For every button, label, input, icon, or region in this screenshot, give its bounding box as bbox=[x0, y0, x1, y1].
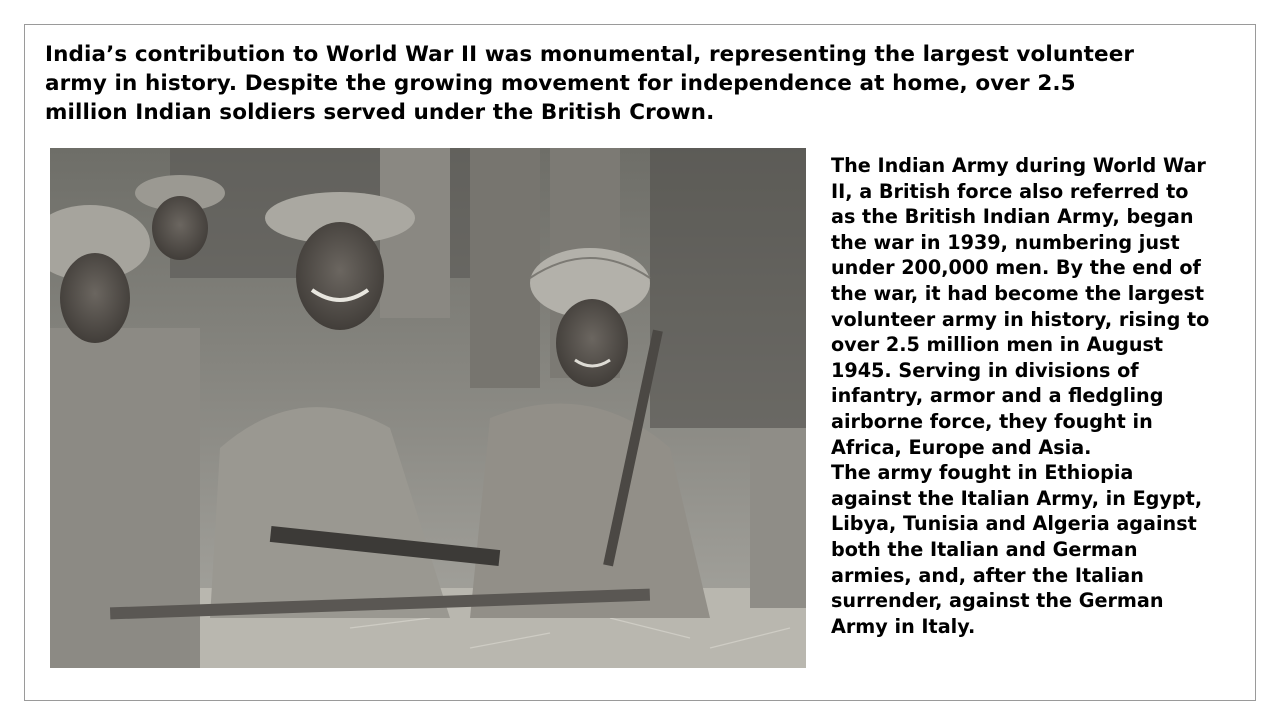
body-line: over 2.5 million men in August bbox=[831, 333, 1164, 357]
body-line: under 200,000 men. By the end of bbox=[831, 256, 1201, 280]
body-line: against the Italian Army, in Egypt, bbox=[831, 486, 1203, 510]
body-line: II, a British force also referred to bbox=[831, 179, 1189, 203]
body-line: The army fought in Ethiopia bbox=[831, 461, 1134, 485]
intro-paragraph bbox=[45, 40, 1235, 127]
body-line: surrender, against the German bbox=[831, 589, 1164, 613]
body-line: the war in 1939, numbering just bbox=[831, 230, 1180, 254]
soldiers-photo bbox=[50, 148, 806, 668]
body-line: both the Italian and German bbox=[831, 537, 1138, 561]
body-line: The Indian Army during World War bbox=[831, 154, 1206, 177]
body-line: Africa, Europe and Asia. bbox=[831, 435, 1092, 459]
body-line: airborne force, they fought in bbox=[831, 409, 1153, 433]
body-line: armies, and, after the Italian bbox=[831, 563, 1144, 587]
intro-line: army in history. Despite the growing movement for independence at home, over 2.5 bbox=[45, 71, 1076, 96]
intro-line: million Indian soldiers served under the British Crown. bbox=[45, 100, 715, 125]
body-line: infantry, armor and a fledgling bbox=[831, 384, 1164, 408]
body-line: Libya, Tunisia and Algeria against bbox=[831, 512, 1197, 536]
body-line: volunteer army in history, rising to bbox=[831, 307, 1210, 331]
body-line: as the British Indian Army, began bbox=[831, 205, 1194, 229]
soldiers-photo-illustration bbox=[50, 148, 806, 668]
body-line: 1945. Serving in divisions of bbox=[831, 358, 1139, 382]
body-paragraph bbox=[831, 153, 1251, 639]
intro-line: India’s contribution to World War II was monumental, representing the largest volunteer bbox=[45, 42, 1135, 67]
body-line: the war, it had become the largest bbox=[831, 281, 1205, 305]
body-line: Army in Italy. bbox=[831, 614, 976, 638]
